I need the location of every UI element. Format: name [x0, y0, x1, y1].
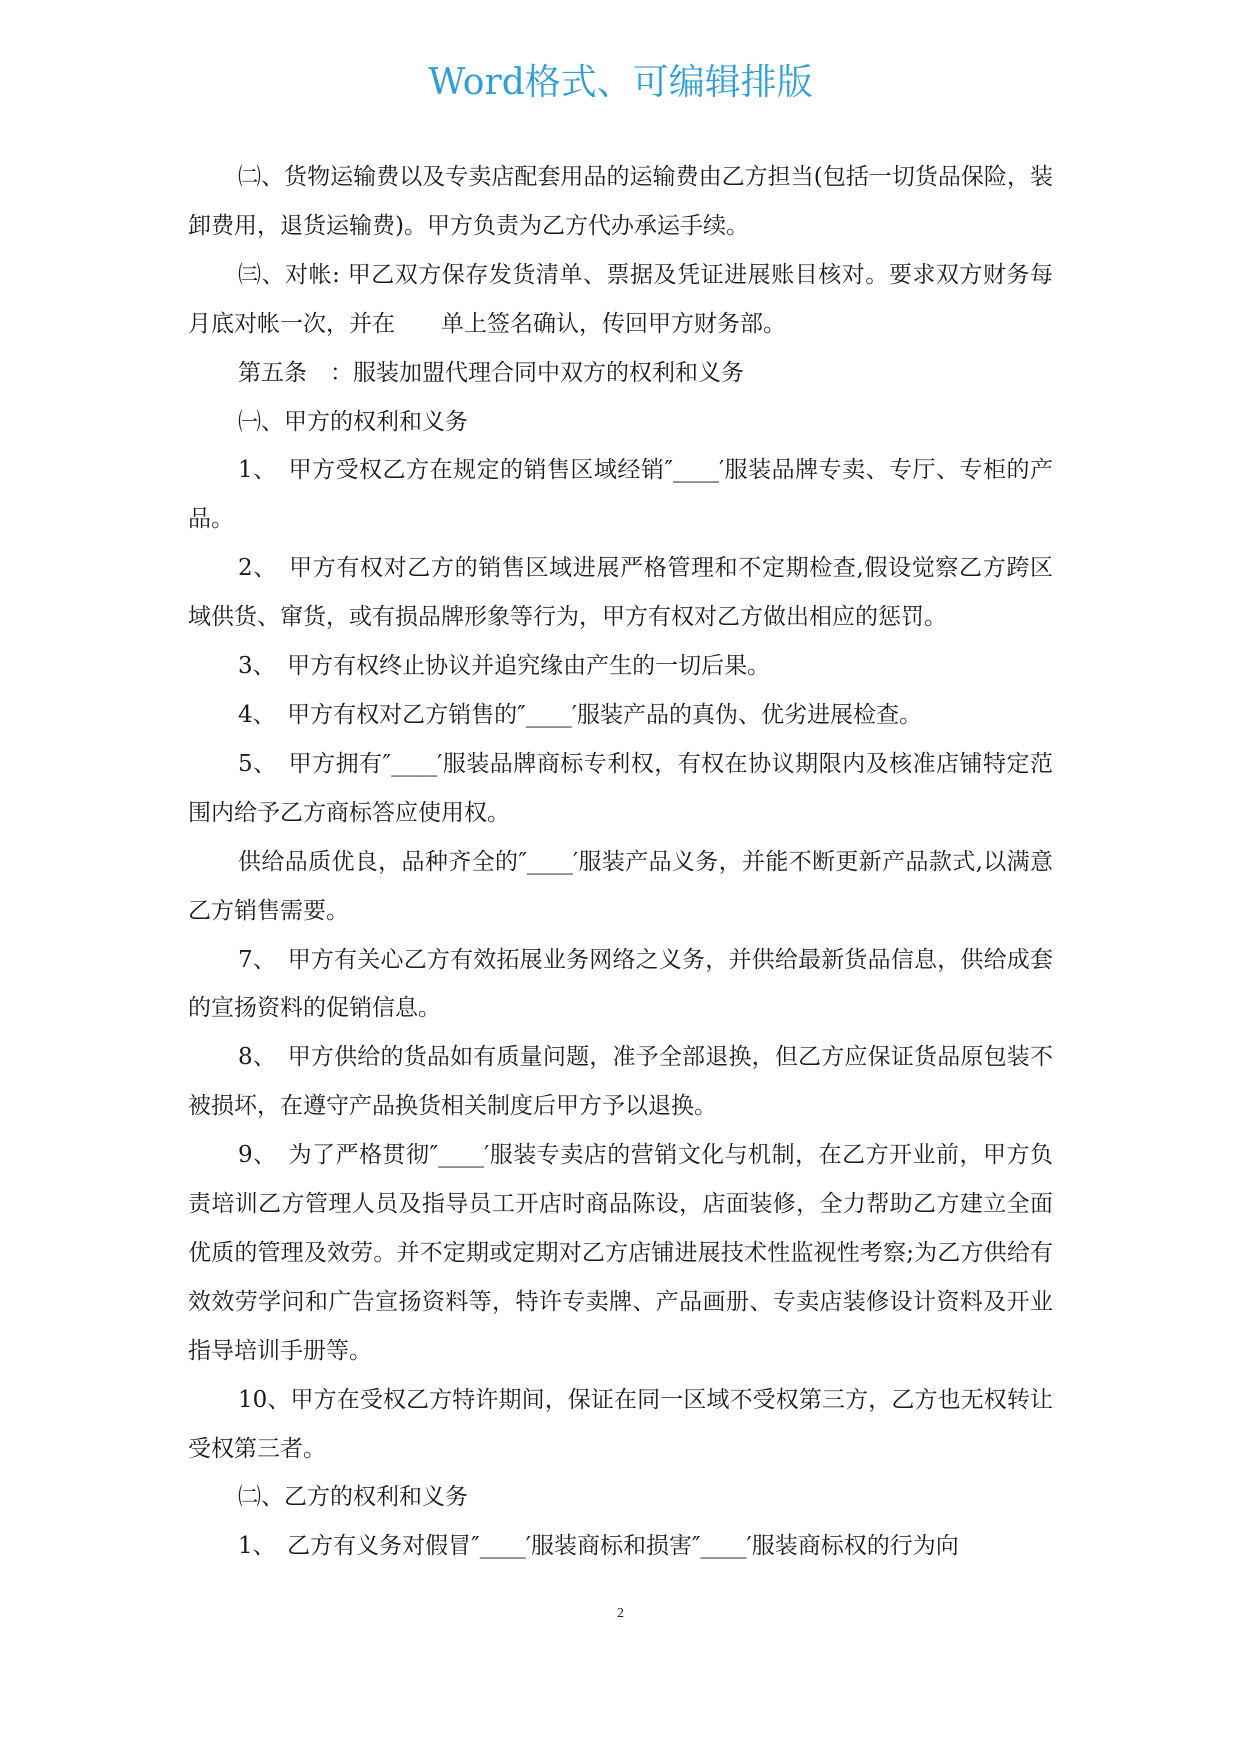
paragraph: 1、 甲方受权乙方在规定的销售区域经销″____′服装品牌专卖、专厅、专柜的产品。 — [188, 457, 1053, 533]
paragraph: 1、 乙方有义务对假冒″____′服装商标和损害″____′服装商标权的行为向 — [238, 1533, 959, 1560]
paragraph: ㈠、甲方的权利和义务 — [238, 408, 468, 435]
document-header-title: Word格式、可编辑排版 — [428, 62, 813, 103]
paragraph: 2、 甲方有权对乙方的销售区域进展严格管理和不定期检查,假设觉察乙方跨区域供货、窜货，或有损品牌形象等行为，甲方有权对乙方做出相应的惩罚。 — [188, 555, 1053, 631]
page-number: 2 — [617, 1606, 624, 1621]
paragraph: 第五条 ：服装加盟代理合同中双方的权利和义务 — [238, 359, 744, 386]
paragraph: 供给品质优良，品种齐全的″____′服装产品义务，并能不断更新产品款式,以满意乙方销售需要。 — [188, 848, 1053, 924]
paragraph: 5、 甲方拥有″____′服装品牌商标专利权，有权在协议期限内及核准店铺特定范围内给予乙方商标答应使用权。 — [188, 750, 1053, 826]
paragraph: ㈢、对帐: 甲乙双方保存发货清单、票据及凭证进展账目核对。要求双方财务每月底对帐一次，并在 单上签名确认，传回甲方财务部。 — [188, 261, 1053, 337]
document-body — [188, 153, 1053, 1571]
paragraph: 10、甲方在受权乙方特许期间，保证在同一区域不受权第三方，乙方也无权转让受权第三者。 — [188, 1386, 1053, 1462]
paragraph: 7、 甲方有关心乙方有效拓展业务网络之义务，并供给最新货品信息，供给成套的宣扬资料的促销信息。 — [188, 946, 1053, 1022]
paragraph: 9、 为了严格贯彻″____′服装专卖店的营销文化与机制，在乙方开业前，甲方负责培训乙方管理人员及指导员工开店时商品陈设，店面装修，全力帮助乙方建立全面优质的管理及效劳。并不定期或定期对乙方店铺进展技术性监视性考察;为乙方供给有效效劳学问和广告宣扬资料等，特许专卖牌、产品画册、专卖店装修设计资料及开业指导培训手册等。 — [188, 1142, 1053, 1364]
paragraph: 8、 甲方供给的货品如有质量问题，准予全部退换，但乙方应保证货品原包装不被损坏，在遵守产品换货相关制度后甲方予以退换。 — [188, 1044, 1053, 1120]
paragraph: 4、 甲方有权对乙方销售的″____′服装产品的真伪、优劣进展检查。 — [238, 701, 922, 728]
paragraph: 3、 甲方有权终止协议并追究缘由产生的一切后果。 — [238, 653, 771, 680]
paragraph: ㈡、货物运输费以及专卖店配套用品的运输费由乙方担当(包括一切货品保险，装卸费用，退货运输费)。甲方负责为乙方代办承运手续。 — [188, 164, 1053, 239]
paragraph: ㈡、乙方的权利和义务 — [238, 1484, 468, 1511]
